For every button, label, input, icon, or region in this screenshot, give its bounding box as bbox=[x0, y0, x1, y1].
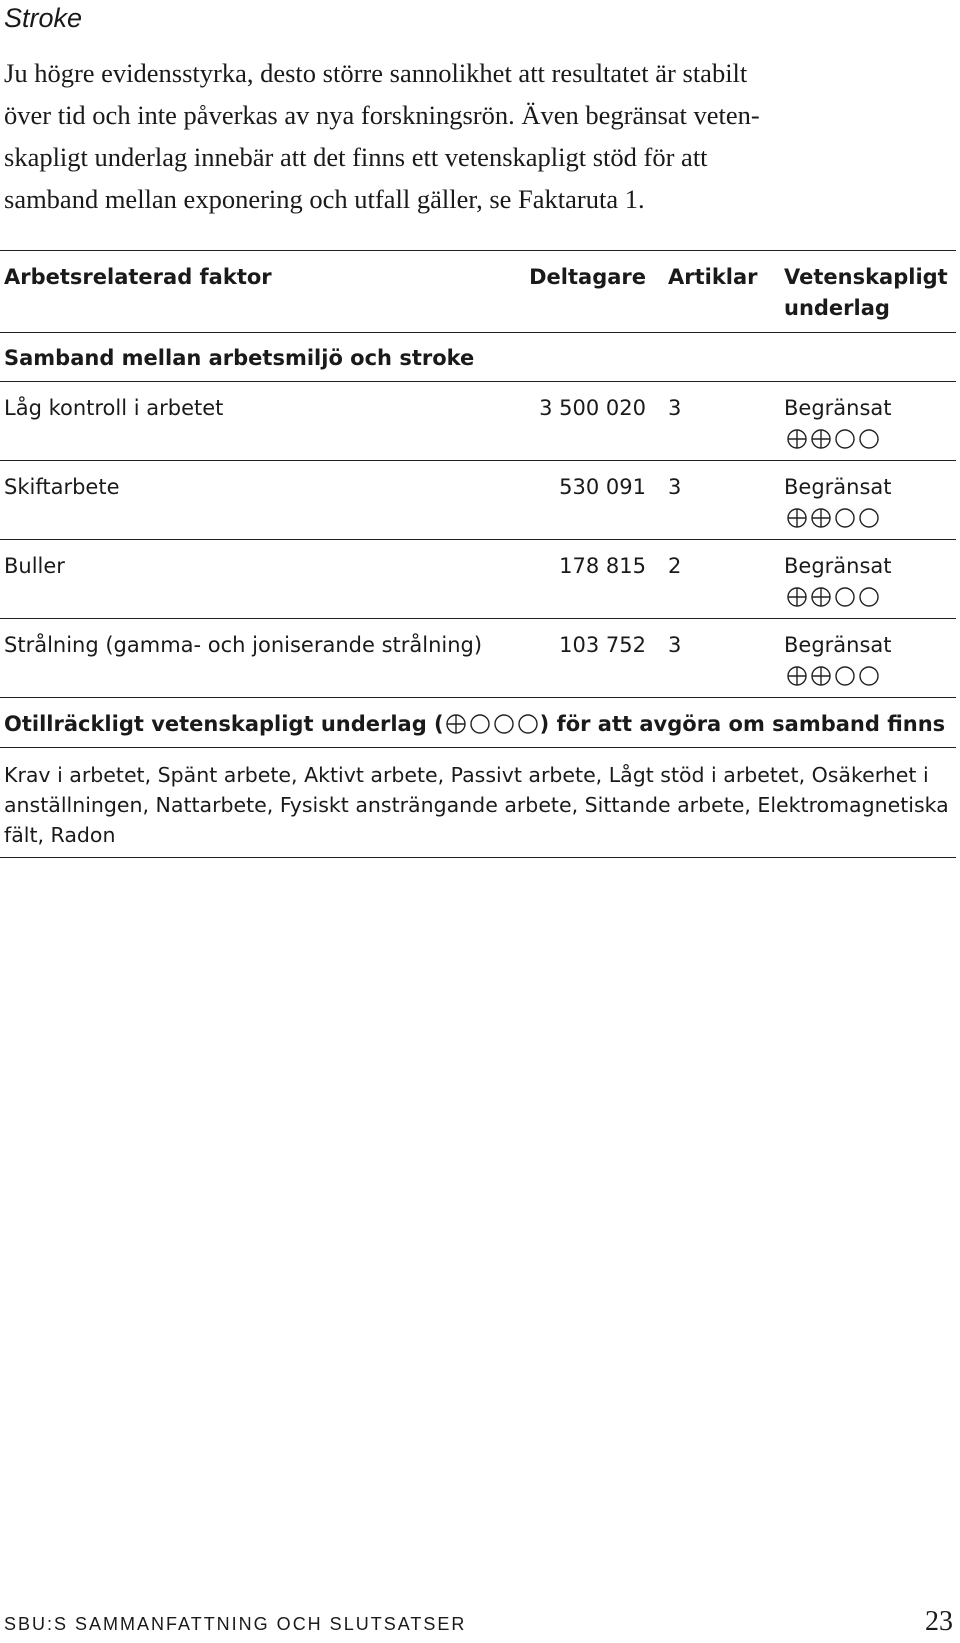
circle-plus-icon bbox=[785, 427, 809, 451]
intro-line: skapligt underlag innebär att det finns ett vetenskapligt stöd för att bbox=[4, 142, 708, 172]
evidence-grade bbox=[444, 712, 540, 736]
row-articles: 2 bbox=[668, 554, 682, 578]
header-basis-line2: underlag bbox=[784, 296, 890, 320]
circle-icon bbox=[857, 664, 881, 688]
circle-icon bbox=[468, 712, 492, 736]
circle-plus-icon bbox=[809, 664, 833, 688]
circle-plus-icon bbox=[785, 506, 809, 530]
insufficient-factors-list: Krav i arbetet, Spänt arbete, Aktivt arbete, Passivt arbete, Lågt stöd i arbetet, Osäkerhet i anställningen, Nattarbete, Fysiskt ansträngande arbete, Sittande arbete, Elektromagnetiska fält, Radon bbox=[4, 763, 949, 847]
row-basis: Begränsat bbox=[784, 475, 892, 499]
table-bottom-rule bbox=[0, 857, 956, 858]
row-factor: Strålning (gamma- och joniserande strålning) bbox=[4, 633, 483, 657]
insufficient-evidence-title bbox=[4, 709, 945, 739]
table-top-rule bbox=[0, 250, 956, 251]
circle-icon bbox=[833, 585, 857, 609]
evidence-grade bbox=[785, 427, 881, 451]
insufficient-title-before: Otillräckligt vetenskapligt underlag ( bbox=[4, 712, 444, 736]
circle-plus-icon bbox=[809, 506, 833, 530]
header-articles: Artiklar bbox=[668, 265, 758, 289]
circle-icon bbox=[492, 712, 516, 736]
page-number: 23 bbox=[925, 1606, 953, 1637]
evidence-grade bbox=[785, 664, 881, 688]
row-basis: Begränsat bbox=[784, 554, 892, 578]
header-basis-line1: Vetenskapligt bbox=[784, 265, 948, 289]
circle-plus-icon bbox=[809, 585, 833, 609]
intro-line: samband mellan exponering och utfall gäller, se Faktaruta 1. bbox=[4, 184, 645, 214]
row-articles: 3 bbox=[668, 396, 682, 420]
row-articles: 3 bbox=[668, 475, 682, 499]
insufficient-title-after: ) för att avgöra om samband finns bbox=[539, 712, 946, 736]
intro-paragraph bbox=[4, 52, 944, 220]
intro-line: Ju högre evidensstyrka, desto större sannolikhet att resultatet är stabilt bbox=[4, 58, 748, 88]
footer-title: SBU:S SAMMANFATTNING OCH SLUTSATSER bbox=[4, 1614, 467, 1634]
row-participants: 3 500 020 bbox=[539, 396, 646, 420]
circle-plus-icon bbox=[785, 585, 809, 609]
circle-icon bbox=[857, 585, 881, 609]
row-rule bbox=[0, 697, 956, 698]
row-participants: 103 752 bbox=[559, 633, 646, 657]
circle-icon bbox=[516, 712, 540, 736]
row-factor: Buller bbox=[4, 554, 65, 578]
circle-plus-icon bbox=[444, 712, 468, 736]
header-participants: Deltagare bbox=[529, 265, 646, 289]
row-factor: Låg kontroll i arbetet bbox=[4, 396, 224, 420]
row-rule bbox=[0, 618, 956, 619]
row-rule bbox=[0, 539, 956, 540]
circle-icon bbox=[833, 506, 857, 530]
section-heading: Stroke bbox=[4, 3, 83, 33]
section-title: Samband mellan arbetsmiljö och stroke bbox=[4, 346, 475, 370]
row-participants: 178 815 bbox=[559, 554, 646, 578]
circle-plus-icon bbox=[809, 427, 833, 451]
circle-icon bbox=[857, 506, 881, 530]
header-rule bbox=[0, 332, 956, 333]
circle-icon bbox=[857, 427, 881, 451]
row-factor: Skiftarbete bbox=[4, 475, 120, 499]
circle-icon bbox=[833, 664, 857, 688]
row-rule bbox=[0, 460, 956, 461]
row-basis: Begränsat bbox=[784, 396, 892, 420]
row-basis: Begränsat bbox=[784, 633, 892, 657]
section-rule bbox=[0, 381, 956, 382]
section2-rule bbox=[0, 747, 956, 748]
circle-plus-icon bbox=[785, 664, 809, 688]
evidence-grade bbox=[785, 506, 881, 530]
header-factor: Arbetsrelaterad faktor bbox=[4, 265, 272, 289]
row-participants: 530 091 bbox=[559, 475, 646, 499]
circle-icon bbox=[833, 427, 857, 451]
row-articles: 3 bbox=[668, 633, 682, 657]
evidence-grade bbox=[785, 585, 881, 609]
intro-line: över tid och inte påverkas av nya forskningsrön. Även begränsat veten- bbox=[4, 100, 760, 130]
